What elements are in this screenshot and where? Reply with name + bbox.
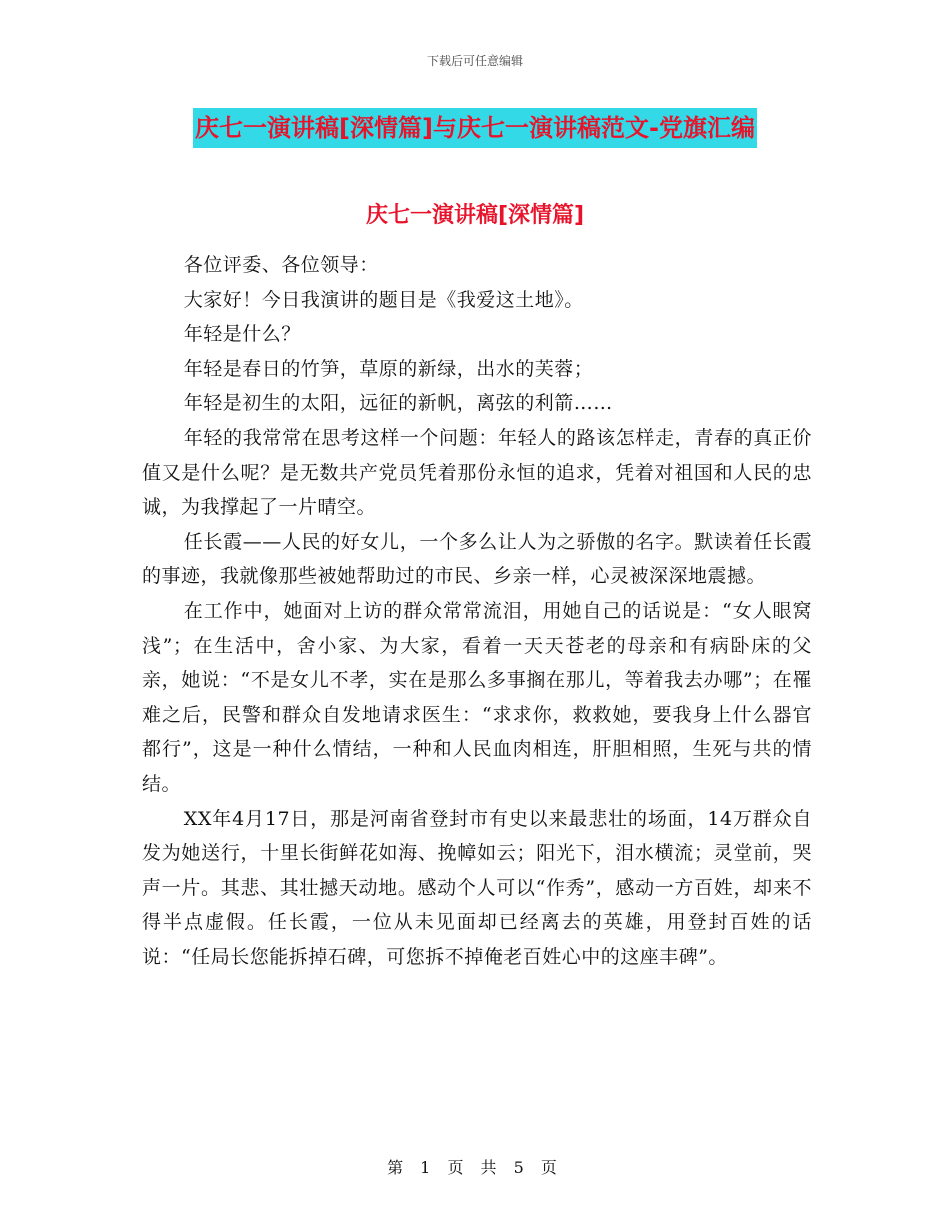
paragraph-youth-2: 年轻是初生的太阳，远征的新帆，离弦的利箭……	[183, 392, 613, 415]
document-title	[0, 108, 950, 148]
paragraph-work-life: 在工作中，她面对上访的群众常常流泪，用她自己的话说是：“女人眼窝浅”；在生活中，舍小家、为大家，看着一天天苍老的母亲和有病卧床的父亲，她说：“不是女儿不孝，实在是那么多事搁在那儿，等着我去办哪”；在罹难之后，民警和群众自发地请求医生：“求求你，救救她，要我身上什么器官都行”，这是一种什么情结，一种和人民血肉相连，肝胆相照，生死与共的情结。	[142, 599, 812, 795]
paragraph-farewell: XX年4月17日，那是河南省登封市有史以来最悲壮的场面，14万群众自发为她送行，十里长街鲜花如海、挽幛如云；阳光下，泪水横流；灵堂前，哭声一片。其悲、其壮撼天动地。感动个人可以“作秀”，感动一方百姓，却来不得半点虚假。任长霞，一位从未见面却已经离去的英雄，用登封百姓的话说：“任局长您能拆掉石碑，可您拆不掉俺老百姓心中的这座丰碑”。	[142, 807, 812, 968]
page-header-note: 下载后可任意编辑	[426, 54, 523, 68]
paragraph-youth-1: 年轻是春日的竹笋，草原的新绿，出水的芙蓉；	[183, 357, 594, 380]
paragraph-salutation: 各位评委、各位领导：	[183, 254, 379, 276]
section-title: 庆七一演讲稿[深情篇]	[365, 203, 585, 228]
paragraph-reflection: 年轻的我常常在思考这样一个问题：年轻人的路该怎样走，青春的真正价值又是什么呢？是无数共产党员凭着那份永恒的追求，凭着对祖国和人民的忠诚，为我撑起了一片晴空。	[142, 426, 812, 519]
page-number: 第 1 页 共 5 页	[387, 1158, 563, 1177]
paragraph-greeting: 大家好！今日我演讲的题目是《我爱这土地》。	[183, 288, 584, 311]
paragraph-ren-changxia: 任长霞——人民的好女儿，一个多么让人为之骄傲的名字。默读着任长霞的事迹，我就像那些被她帮助过的市民、乡亲一样，心灵被深深地震撼。	[142, 530, 812, 588]
document-body	[142, 248, 812, 974]
paragraph-question: 年轻是什么？	[183, 323, 301, 346]
document-title-text: 庆七一演讲稿[深情篇]与庆七一演讲稿范文-党旗汇编	[193, 108, 757, 148]
